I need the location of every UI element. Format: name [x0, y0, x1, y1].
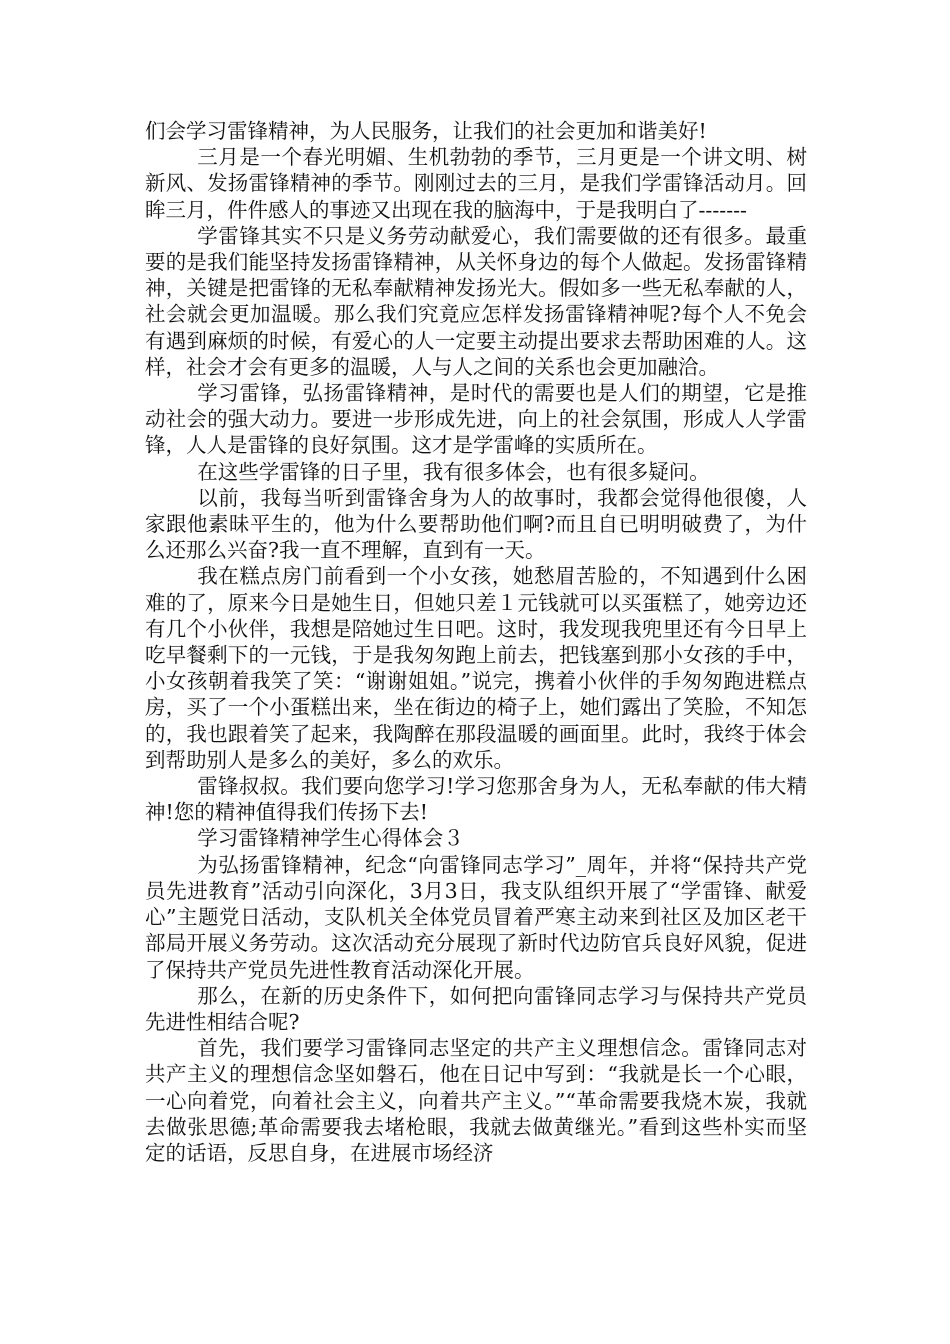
paragraph-continued: 们会学习雷锋精神，为人民服务，让我们的社会更加和谐美好! [145, 119, 707, 143]
paragraph: 首先，我们要学习雷锋同志坚定的共产主义理想信念。雷锋同志对共产主义的理想信念坚如磐石，他在日记中写到：“我就是长一个心眼，一心向着党，向着社会主义，向着共产主义。”“革命需要我烧木炭，我就去做张思德;革命需要我去堵枪眼，我就去做黄继光。”看到这些朴实而坚定的话语，反思自身，在进展市场经济 [145, 1036, 807, 1165]
paragraph: 学雷锋其实不只是义务劳动献爱心，我们需要做的还有很多。最重要的是我们能坚持发扬雷锋精神，从关怀身边的每个人做起。发扬雷锋精神，关键是把雷锋的无私奉献精神发扬光大。假如多一些无私奉献的人，社会就会更加温暖。那么我们究竟应怎样发扬雷锋精神呢?每个人不免会有遇到麻烦的时候，有爱心的人一定要主动提出要求去帮助困难的人。这样，社会才会有更多的温暖，人与人之间的关系也会更加融洽。 [145, 223, 807, 379]
paragraph: 我在糕点房门前看到一个小女孩，她愁眉苦脸的，不知遇到什么困难的了，原来今日是她生日，但她只差１元钱就可以买蛋糕了，她旁边还有几个小伙伴，我想是陪她过生日吧。这时，我发现我兜里还有今日早上吃早餐剩下的一元钱，于是我匆匆跑上前去，把钱塞到那小女孩的手中，小女孩朝着我笑了笑：“谢谢姐姐。”说完，携着小伙伴的手匆匆跑进糕点房，买了一个小蛋糕出来，坐在街边的椅子上，她们露出了笑脸，不知怎的，我也跟着笑了起来，我陶醉在那段温暖的画面里。此时，我终于体会到帮助别人是多么的美好，多么的欢乐。 [145, 564, 807, 772]
paragraph: 以前，我每当听到雷锋舍身为人的故事时，我都会觉得他很傻，人家跟他素昧平生的，他为什么要帮助他们啊?而且自已明明破费了，为什么还那么兴奋?我一直不理解，直到有一天。 [145, 485, 807, 563]
paragraph: 在这些学雷锋的日子里，我有很多体会，也有很多疑问。 [197, 459, 710, 484]
paragraph: 为弘扬雷锋精神，纪念“向雷锋同志学习”_周年，并将“保持共产党员先进教育”活动引向深化，3月3日，我支队组织开展了“学雷锋、献爱心”主题党日活动，支队机关全体党员冒着严寒主动来到社区及加区老干部局开展义务劳动。这次活动充分展现了新时代边防官兵良好风貌，促进了保持共产党员先进性教育活动深化开展。 [145, 852, 807, 982]
section-heading: 学习雷锋精神学生心得体会３ [197, 826, 464, 851]
paragraph: 那么，在新的历史条件下，如何把向雷锋同志学习与保持共产党员先进性相结合呢? [145, 983, 807, 1034]
document-page [145, 118, 807, 1166]
paragraph: 雷锋叔叔。我们要向您学习!学习您那舍身为人，无私奉献的伟大精神!您的精神值得我们传扬下去! [145, 774, 807, 825]
paragraph: 学习雷锋，弘扬雷锋精神，是时代的需要也是人们的期望，它是推动社会的强大动力。要进一步形成先进，向上的社会氛围，形成人人学雷锋，人人是雷锋的良好氛围。这才是学雷峰的实质所在。 [145, 381, 807, 458]
paragraph: 三月是一个春光明媚、生机勃勃的季节，三月更是一个讲文明、树新风、发扬雷锋精神的季节。刚刚过去的三月，是我们学雷锋活动月。回眸三月，件件感人的事迹又出现在我的脑海中，于是我明白了------- [145, 145, 807, 222]
